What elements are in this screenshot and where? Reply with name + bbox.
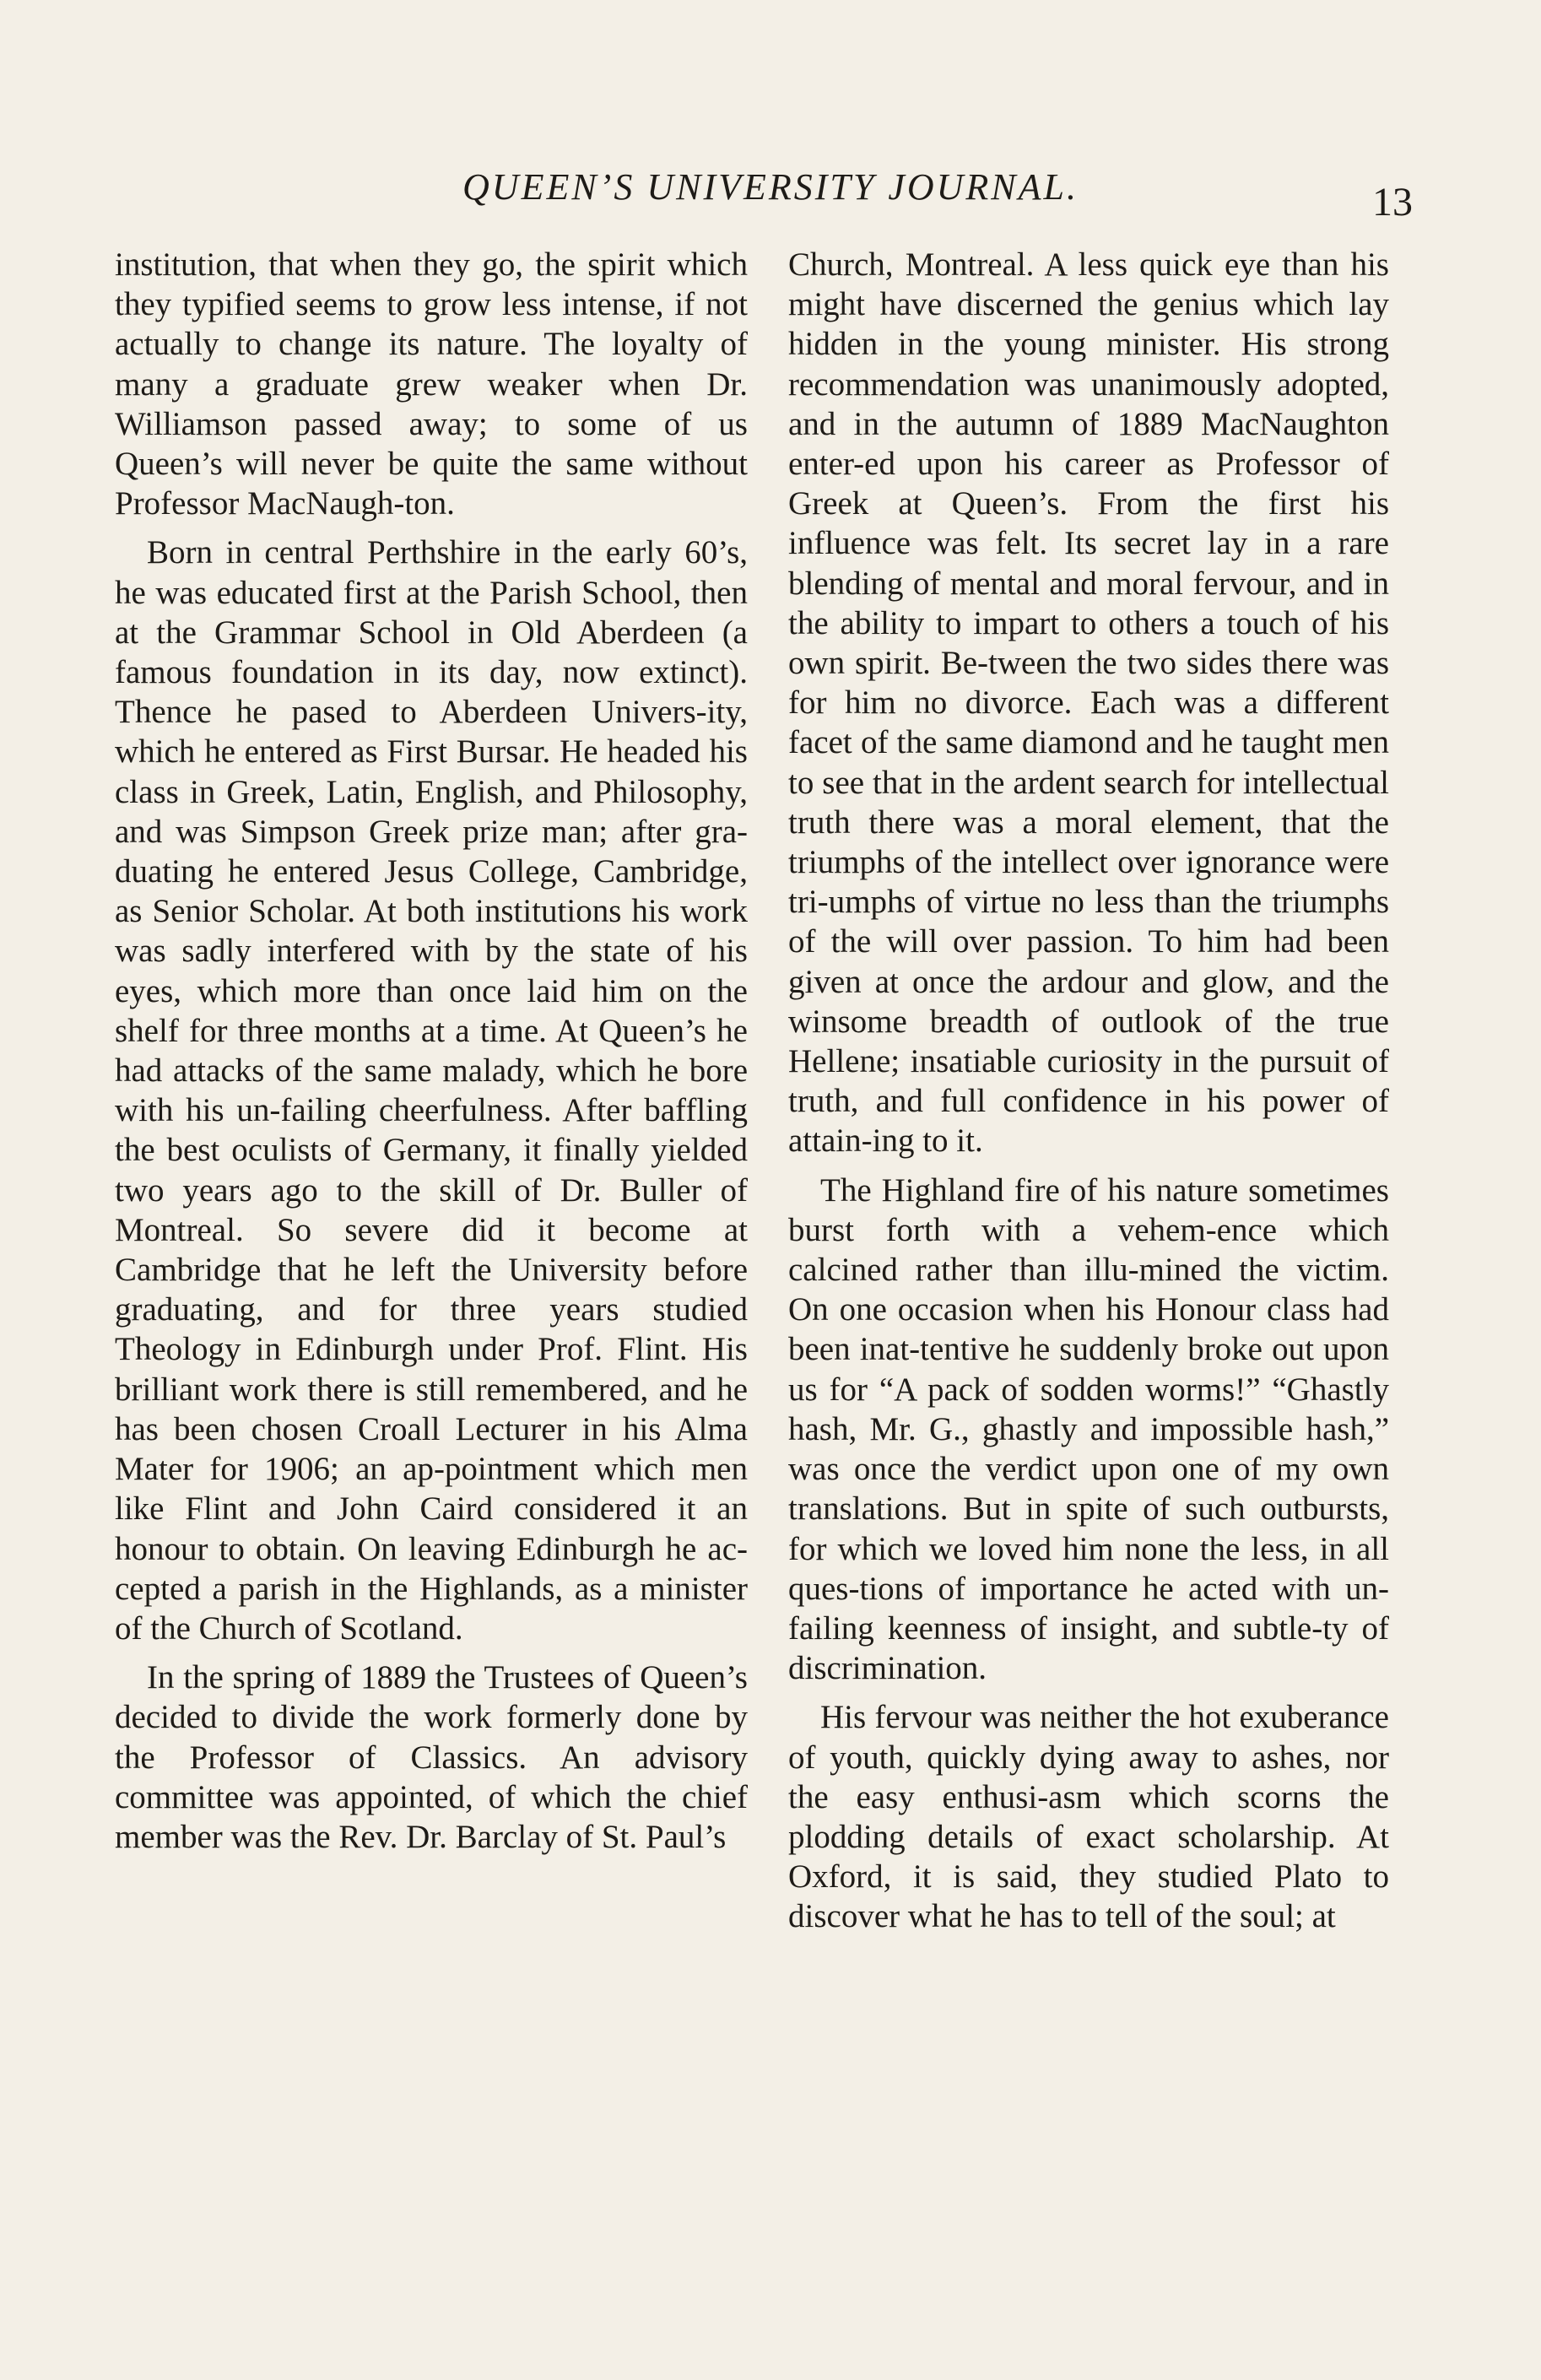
paragraph: His fervour was neither the hot exuberance of youth, quickly dying away to ashes, nor the easy enthusi-asm which scorns the plodding details of exact scholarship. At Oxford, it is said, they studied Plato to discover what he has to tell of the soul; at: [788, 1699, 1389, 1935]
paragraph: institution, that when they go, the spirit which they typified seems to grow less intense, if not actually to change its nature. The loyalty of many a graduate grew weaker when Dr. Williamson passed away; to some of us Queen’s will never be quite the same without Professor MacNaugh-ton.: [115, 246, 748, 522]
paragraph: Church, Montreal. A less quick eye than his might have discerned the genius which lay hidden in the young minister. His strong recommendation was unanimously adopted, and in the autumn of 1889 MacNaughton enter-ed upon his career as Professor of Greek at Queen’s. From the first his influence was felt. Its secret lay in a rare blending of mental and moral fervour, and in the ability to impart to others a touch of his own spirit. Be-tween the two sides there was for him no divorce. Each was a different facet of the same diamond and he taught men to see that in the ardent search for intellectual truth there was a moral element, that the triumphs of the intellect over ignorance were tri-umphs of virtue no less than the triumphs of the will over passion. To him had been given at once the ardour and glow, and the winsome breadth of outlook of the true Hellene; insatiable curiosity in the pursuit of truth, and full confidence in his power of attain-ing to it.: [788, 246, 1389, 1160]
running-head: QUEEN’S UNIVERSITY JOURNAL.: [462, 166, 1079, 208]
left-column: [115, 245, 748, 1866]
paragraph: The Highland fire of his nature sometimes burst forth with a vehem-ence which calcined rather than illu-mined the victim. On one occasion when his Honour class had been inat-tentive he suddenly broke out upon us for “A pack of sodden worms!” “Ghastly hash, Mr. G., ghastly and impossible hash,” was once the verdict upon one of my own translations. But in spite of such outbursts, for which we loved him none the less, in all ques-tions of importance he acted with un-failing keenness of insight, and subtle-ty of discrimination.: [788, 1171, 1389, 1687]
right-column: [788, 245, 1389, 1946]
paragraph: In the spring of 1889 the Trustees of Queen’s decided to divide the work formerly done by the Professor of Classics. An advisory committee was appointed, of which the chief member was the Rev. Dr. Barclay of St. Paul’s: [115, 1659, 748, 1855]
page-number: 13: [1372, 180, 1413, 224]
paragraph: Born in central Perthshire in the early 60’s, he was educated first at the Parish School, then at the Grammar School in Old Aberdeen (a famous foundation in its day, now extinct). Thence he pased to Aberdeen Univers-ity, which he entered as First Bursar. He headed his class in Greek, Latin, English, and Philosophy, and was Simpson Greek prize man; after gra-duating he entered Jesus College, Cambridge, as Senior Scholar. At both institutions his work was sadly interfered with by the state of his eyes, which more than once laid him on the shelf for three months at a time. At Queen’s he had attacks of the same malady, which he bore with his un-failing cheerfulness. After baffling the best oculists of Germany, it finally yielded two years ago to the skill of Dr. Buller of Montreal. So severe did it become at Cambridge that he left the University before graduating, and for three years studied Theology in Edinburgh under Prof. Flint. His brilliant work there is still remembered, and he has been chosen Croall Lecturer in his Alma Mater for 1906; an ap-pointment which men like Flint and John Caird considered it an honour to obtain. On leaving Edinburgh he ac-cepted a parish in the Highlands, as a minister of the Church of Scotland.: [115, 534, 748, 1647]
